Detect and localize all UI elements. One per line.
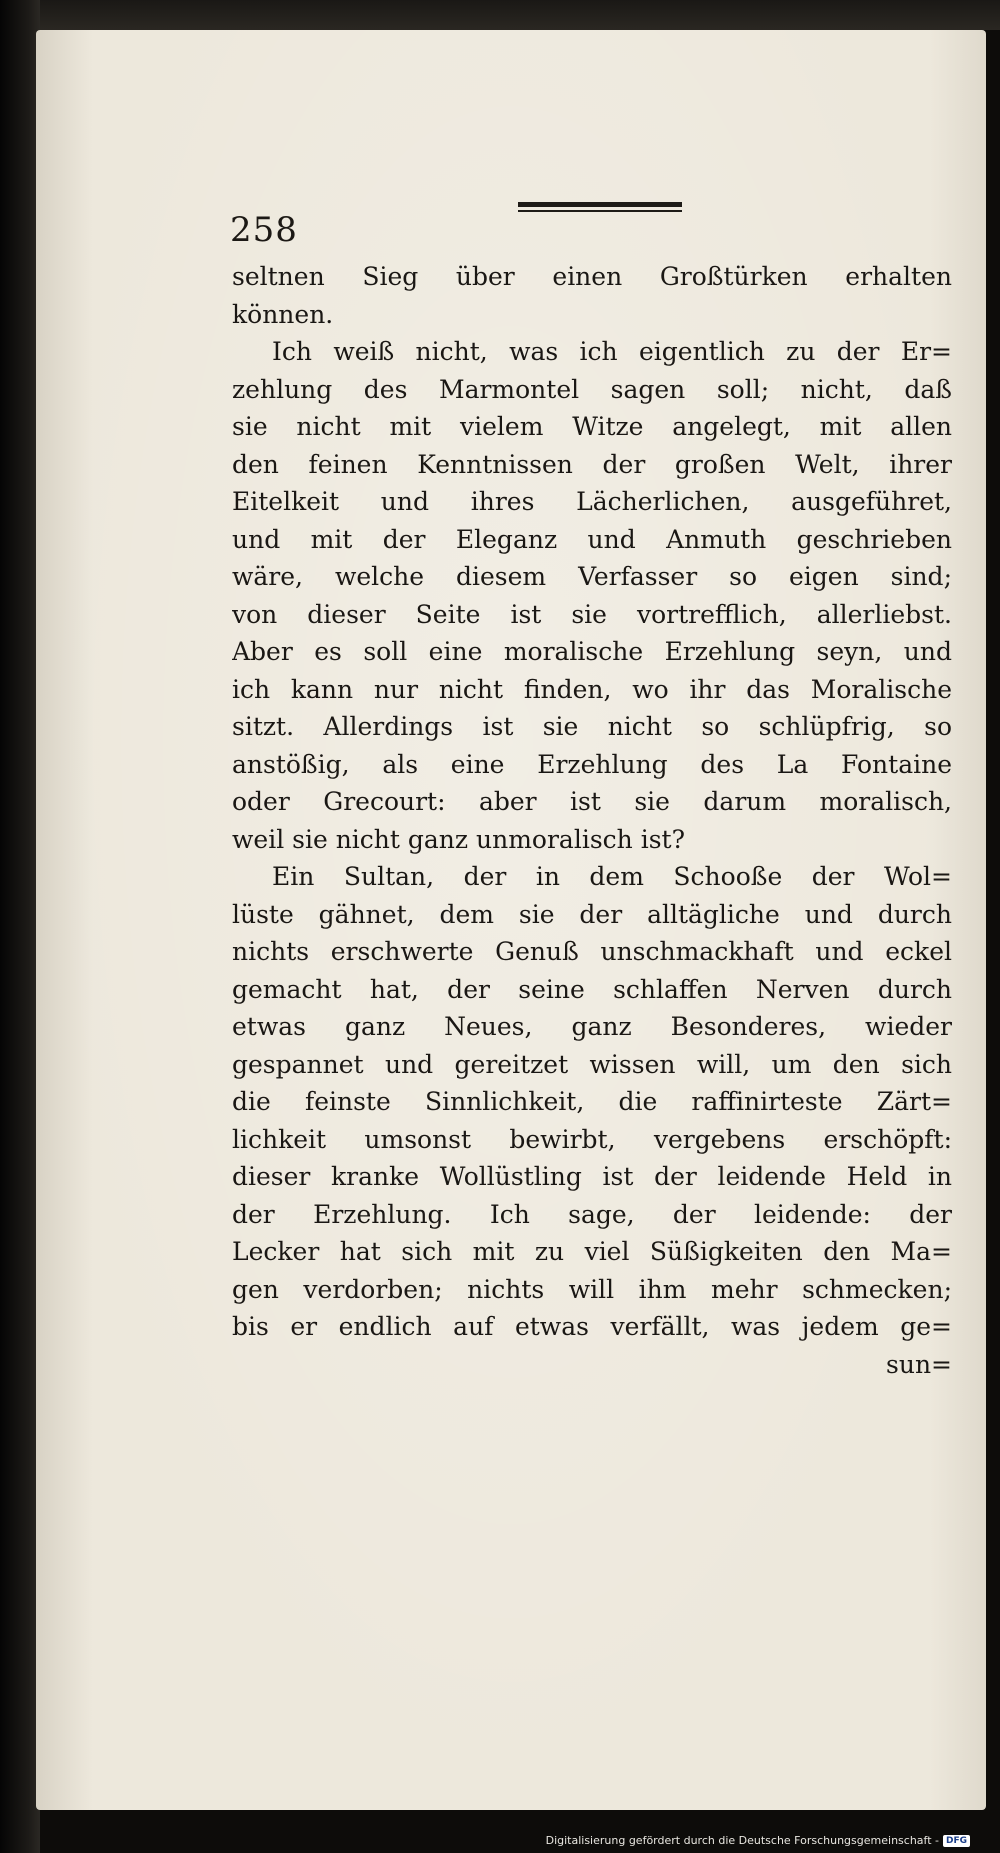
text-line: und mit der Eleganz und Anmuth geschrieben (232, 524, 952, 554)
text-line: den feinen Kenntnissen der großen Welt, ihrer (232, 449, 952, 479)
page-number: 258 (230, 210, 298, 250)
text-line: sitzt. Allerdings ist sie nicht so schlüpfrig, so (232, 712, 952, 741)
text-line: Lecker hat sich mit zu viel Süßigkeiten den Ma= (232, 1237, 952, 1266)
catchword: sun= (886, 1349, 952, 1379)
body-text (232, 258, 952, 1383)
text-line: Eitelkeit und ihres Lächerlichen, ausgeführet, (232, 487, 952, 516)
text-line: wäre, welche diesem Verfasser so eigen sind; (232, 562, 952, 591)
text-line: gespannet und gereitzet wissen will, um den sich (232, 1049, 952, 1079)
text-line: anstößig, als eine Erzehlung des La Fontaine (232, 749, 952, 779)
text-line: ich kann nur nicht finden, wo ihr das Moralische (232, 674, 952, 704)
text-line: nichts erschwerte Genuß unschmackhaft und eckel (232, 937, 952, 966)
digitization-credit (546, 1834, 970, 1847)
text-line: gemacht hat, der seine schlaffen Nerven durch (232, 974, 952, 1004)
text-line: die feinste Sinnlichkeit, die raffinirteste Zärt= (232, 1087, 952, 1116)
scan-top-edge (0, 0, 1000, 30)
text-line: gen verdorben; nichts will ihm mehr schmecken; (232, 1274, 952, 1304)
text-line: können. (232, 299, 334, 329)
text-line: etwas ganz Neues, ganz Besonderes, wieder (232, 1012, 952, 1041)
text-line: bis er endlich auf etwas verfällt, was jedem ge= (232, 1312, 952, 1341)
text-line: Ich weiß nicht, was ich eigentlich zu der Er= (272, 337, 952, 366)
text-line: seltnen Sieg über einen Großtürken erhalten (232, 262, 952, 291)
dfg-logo: DFG (943, 1835, 970, 1847)
text-line: weil sie nicht ganz unmoralisch ist? (232, 824, 685, 854)
text-line: lichkeit umsonst bewirbt, vergebens erschöpft: (232, 1124, 952, 1154)
text-line: oder Grecourt: aber ist sie darum moralisch, (232, 787, 952, 816)
text-line: sie nicht mit vielem Witze angelegt, mit allen (232, 412, 952, 441)
text-line: der Erzehlung. Ich sage, der leidende: der (232, 1199, 952, 1229)
text-line: zehlung des Marmontel sagen soll; nicht, daß (232, 374, 952, 404)
text-line: Aber es soll eine moralische Erzehlung seyn, und (232, 637, 952, 666)
book-spine-shadow (0, 0, 40, 1853)
text-line: von dieser Seite ist sie vortrefflich, allerliebst. (232, 599, 952, 629)
text-line: dieser kranke Wollüstling ist der leidende Held in (232, 1162, 952, 1191)
text-line: lüste gähnet, dem sie der alltägliche und durch (232, 899, 952, 929)
credit-text: Digitalisierung gefördert durch die Deutsche Forschungsgemeinschaft - (545, 1834, 939, 1847)
header-ornament-rule (518, 202, 682, 212)
text-line: Ein Sultan, der in dem Schooße der Wol= (272, 862, 952, 891)
